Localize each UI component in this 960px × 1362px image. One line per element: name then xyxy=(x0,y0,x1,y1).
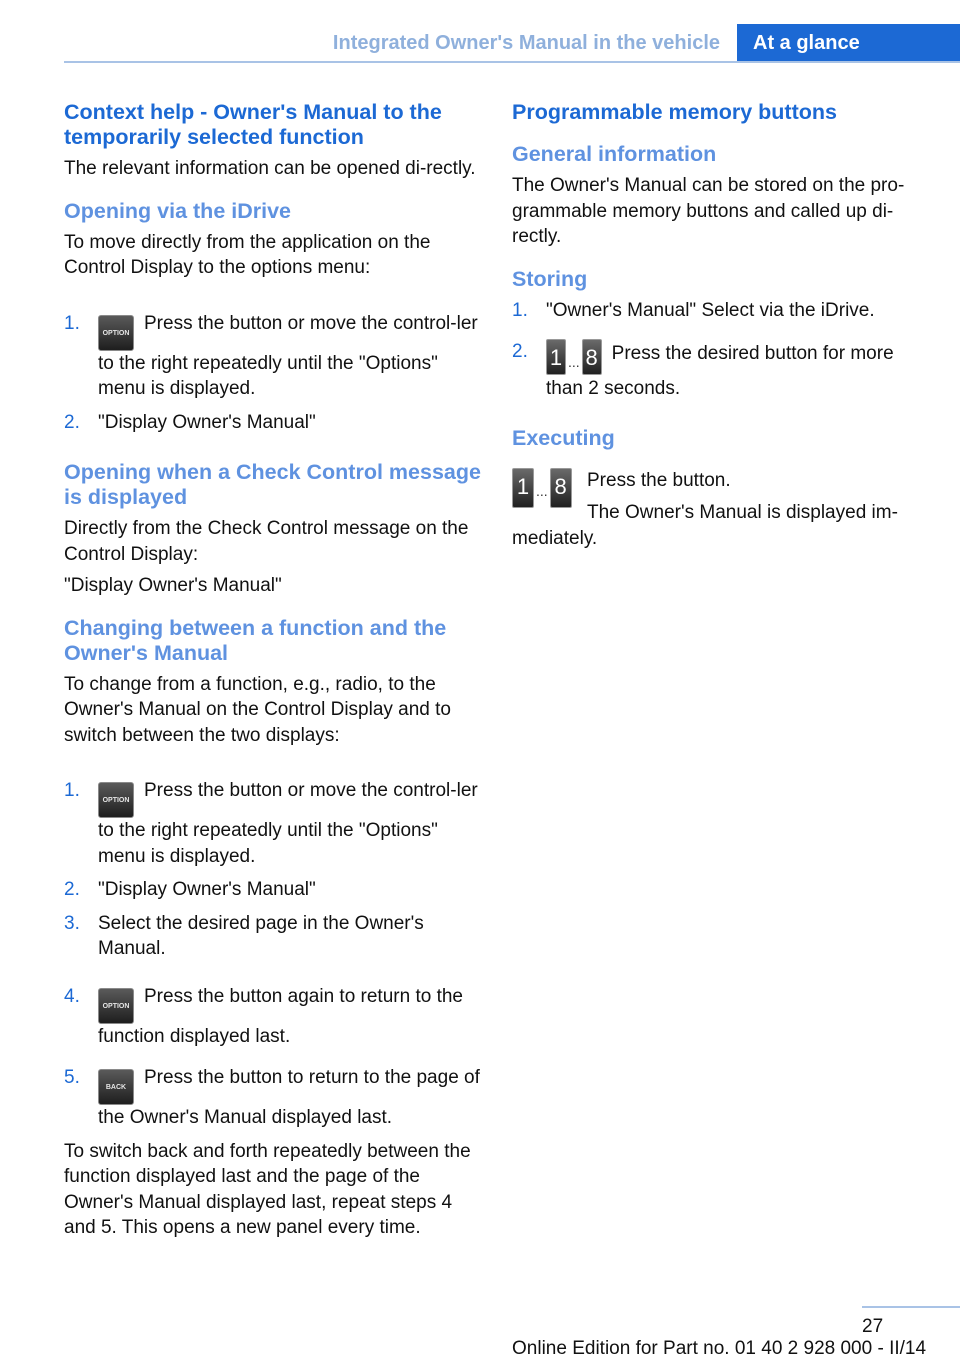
right-column xyxy=(512,100,932,551)
list-item xyxy=(64,770,482,869)
paragraph-changing: To change from a function, e.g., radio, to the Owner's Manual on the Control Display and to switch between the two displays: xyxy=(64,673,451,746)
step-number: 5. xyxy=(64,1067,80,1088)
memory-button-8-icon: 8 xyxy=(582,339,602,375)
ellipsis-icon: ... xyxy=(536,483,548,499)
executing-text xyxy=(587,468,731,500)
step-number: 3. xyxy=(64,912,80,934)
storing-steps-list xyxy=(512,298,932,402)
page-number: 27 xyxy=(862,1316,884,1337)
heading-changing: Changing between a function and the Owner's Manual xyxy=(64,615,447,665)
memory-button-1-icon: 1 xyxy=(546,339,566,375)
back-button-icon: BACK xyxy=(98,1069,134,1105)
heading-programmable: Programmable memory buttons xyxy=(512,100,837,124)
step-text: "Display Owner's Manual" xyxy=(98,411,316,433)
step-text: Press the button or move the control-ler to the right repeatedly until the "Options" menu is displayed. xyxy=(98,312,478,399)
paragraph-general: The Owner's Manual can be stored on the pro-grammable memory buttons and called up di-rectly. xyxy=(512,175,905,247)
step-text: Select the desired page in the Owner's Manual. xyxy=(98,912,424,959)
step-number: 2. xyxy=(64,879,80,900)
list-item xyxy=(64,410,482,436)
heading-executing: Executing xyxy=(512,426,615,450)
heading-context-help: Context help - Owner's Manual to the temporarily selected function xyxy=(64,100,442,149)
option-button-icon: OPTION xyxy=(98,782,134,818)
heading-general: General information xyxy=(512,142,717,166)
paragraph-exec-1: Press the button. xyxy=(587,470,731,491)
step-text: Press the button or move the control-ler to the right repeatedly until the "Options" menu is displayed. xyxy=(98,780,478,867)
option-button-icon: OPTION xyxy=(98,988,134,1024)
step-number: 2. xyxy=(64,411,80,433)
step-text: "Display Owner's Manual" xyxy=(98,879,316,900)
left-column xyxy=(64,100,482,1241)
change-steps-list xyxy=(64,770,482,1131)
step-number: 4. xyxy=(64,985,80,1007)
list-item xyxy=(64,911,482,962)
paragraph-switch: To switch back and forth repeatedly between the function displayed last and the page of the Owner's Manual displayed last, repeat steps 4 and 5. This opens a new panel every time. xyxy=(64,1140,471,1238)
list-item xyxy=(64,303,482,402)
step-number: 1. xyxy=(64,312,80,334)
step-text: Press the desired button for more than 2 seconds. xyxy=(546,343,894,399)
list-item xyxy=(64,976,482,1050)
heading-check-control: Opening when a Check Control message is displayed xyxy=(64,460,481,509)
step-text: "Owner's Manual" Select via the iDrive. xyxy=(546,299,875,321)
executing-block xyxy=(512,468,932,540)
memory-buttons-icon xyxy=(512,468,572,508)
paragraph-opening-idrive: To move directly from the application on the Control Display to the options menu: xyxy=(64,231,431,278)
step-number: 2. xyxy=(512,341,528,362)
step-number: 1. xyxy=(512,299,528,321)
step-number: 1. xyxy=(64,780,80,801)
paragraph-check-control: Directly from the Check Control message on the Control Display: xyxy=(64,518,469,565)
list-item xyxy=(512,298,932,324)
paragraph-context-help: The relevant information can be opened di-rectly. xyxy=(64,158,476,179)
ellipsis-icon: ... xyxy=(568,354,580,370)
edition-note: Online Edition for Part no. 01 40 2 928 000 - II/14 xyxy=(512,1338,927,1359)
footer-divider xyxy=(862,1306,960,1308)
list-item xyxy=(64,877,482,903)
header-tab: At a glance xyxy=(737,24,960,62)
list-item xyxy=(512,331,932,401)
step-text: Press the button to return to the page of the Owner's Manual displayed last. xyxy=(98,1067,480,1128)
idrive-steps-list xyxy=(64,303,482,436)
memory-button-8-icon: 8 xyxy=(550,468,572,508)
paragraph-exec-2: The Owner's Manual is displayed im-mediately. xyxy=(512,502,898,549)
paragraph-check-control-2: "Display Owner's Manual" xyxy=(64,575,282,596)
memory-button-1-icon: 1 xyxy=(512,468,534,508)
heading-opening-idrive: Opening via the iDrive xyxy=(64,198,291,223)
step-text: Press the button again to return to the function displayed last. xyxy=(98,985,463,1047)
header-section-title: Integrated Owner's Manual in the vehicle xyxy=(332,32,720,54)
option-button-icon: OPTION xyxy=(98,315,134,351)
list-item xyxy=(64,1057,482,1131)
header-divider xyxy=(64,61,960,63)
heading-storing: Storing xyxy=(512,266,588,291)
